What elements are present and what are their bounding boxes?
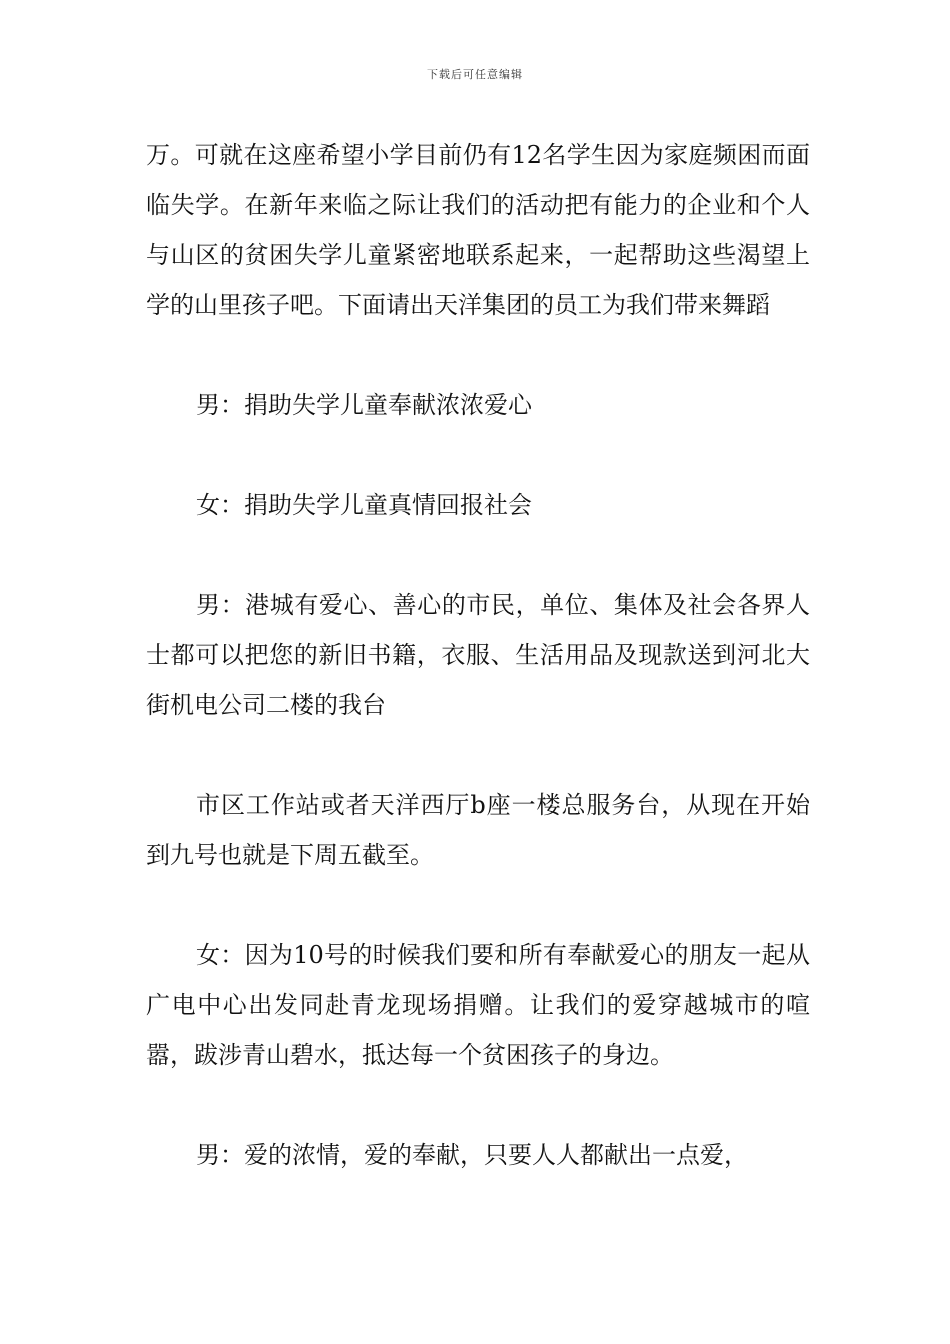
paragraph-gap	[146, 1080, 810, 1130]
document-body	[146, 130, 810, 1180]
paragraph-gap	[146, 530, 810, 580]
paragraph-7: 男：爱的浓情，爱的奉献，只要人人都献出一点爱，	[196, 1141, 748, 1169]
paragraph-4: 男：港城有爱心、善心的市民，单位、集体及社会各界人士都可以把您的新旧书籍，衣服、生活用品及现款送到河北大街机电公司二楼的我台	[146, 591, 810, 719]
paragraph-3: 女：捐助失学儿童真情回报社会	[196, 491, 532, 519]
paragraph-2: 男：捐助失学儿童奉献浓浓爱心	[196, 391, 532, 419]
paragraph-gap	[146, 430, 810, 480]
paragraph-6: 女：因为10号的时候我们要和所有奉献爱心的朋友一起从广电中心出发同赴青龙现场捐赠。让我们的爱穿越城市的喧嚣，跋涉青山碧水，抵达每一个贫困孩子的身边。	[146, 941, 810, 1069]
paragraph-gap	[146, 880, 810, 930]
paragraph-gap	[146, 730, 810, 780]
paragraph-5: 市区工作站或者天洋西厅b座一楼总服务台，从现在开始到九号也就是下周五截至。	[146, 791, 810, 869]
paragraph-1: 万。可就在这座希望小学目前仍有12名学生因为家庭频困而面临失学。在新年来临之际让我们的活动把有能力的企业和个人与山区的贫困失学儿童紧密地联系起来，一起帮助这些渴望上学的山里孩子吧。下面请出天洋集团的员工为我们带来舞蹈	[146, 141, 810, 319]
paragraph-gap	[146, 330, 810, 380]
page-header-note: 下载后可任意编辑	[427, 68, 523, 81]
